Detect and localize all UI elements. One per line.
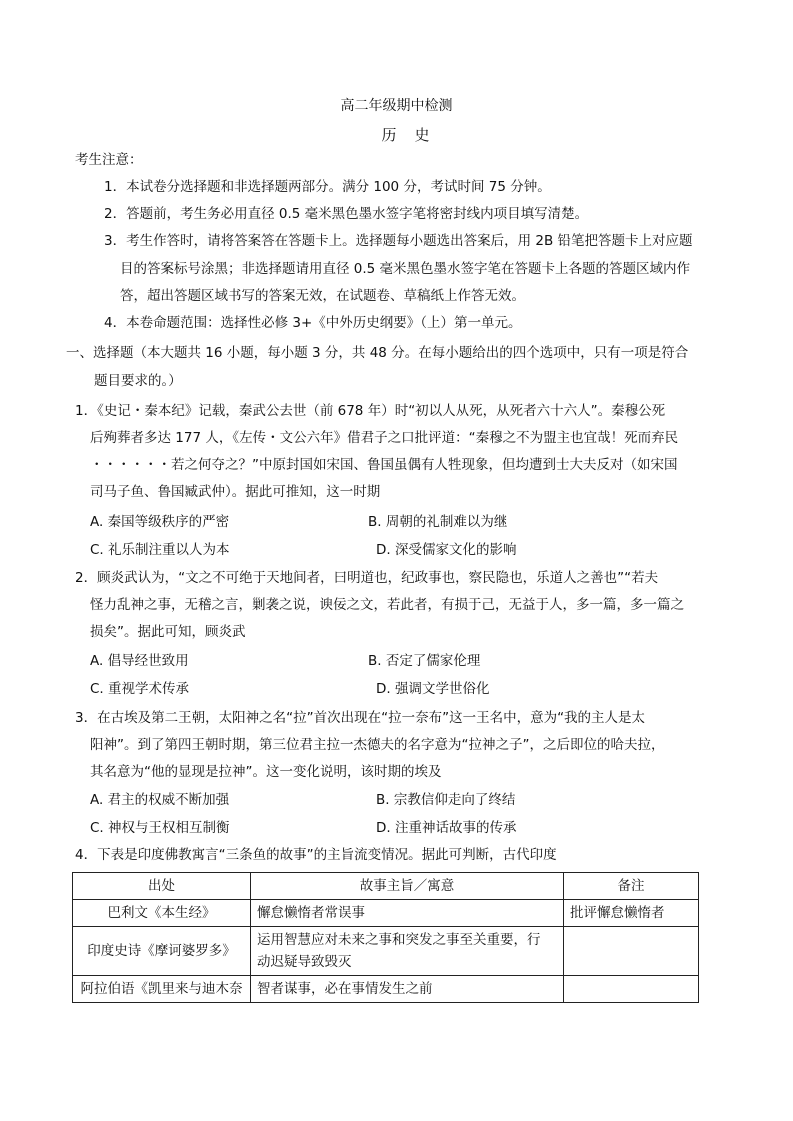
notice-item-1: 1．本试卷分选择题和非选择题两部分。满分 100 分，考试时间 75 分钟。: [104, 179, 551, 195]
table-header-source: 出处: [73, 873, 251, 900]
table-cell-source: 阿拉伯语《凯里来与迪木奈: [73, 976, 251, 1003]
q2-option-d[interactable]: D. 强调文学世俗化: [376, 681, 490, 697]
exam-subject: 历史: [381, 126, 448, 144]
q1-stem-line: 司马子鱼、鲁国臧武仲）。据此可推知，这一时期: [90, 484, 381, 500]
table-header-note: 备注: [564, 873, 699, 900]
table-cell-note: [564, 927, 699, 976]
table-header-row: [73, 873, 699, 900]
q2-stem-line: 怪力乱神之事，无稽之言，剿袭之说，谀佞之文，若此者，有损于己，无益于人，多一篇，多一篇之: [90, 597, 684, 613]
q1-option-b[interactable]: B. 周朝的礼制难以为继: [368, 514, 508, 530]
table-cell-note: [564, 976, 699, 1003]
exam-title: 高二年级期中检测: [340, 98, 453, 114]
q3-stem-line: 其名意为“他的显现是拉神”。这一变化说明，该时期的埃及: [90, 764, 442, 780]
table-cell-theme: 智者谋事，必在事情发生之前: [251, 976, 564, 1003]
table-row: [73, 900, 699, 927]
table-cell-source: 巴利文《本生经》: [73, 900, 251, 927]
table-row: [73, 976, 699, 1003]
table-cell-theme-line: 动迟疑导致毁灭: [257, 954, 352, 970]
q3-stem-line: 阳神”。到了第四王朝时期，第三位君主拉一杰德夫的名字意为“拉神之子”，之后即位的哈夫拉，: [90, 737, 665, 753]
q2-option-c[interactable]: C. 重视学术传承: [90, 681, 190, 697]
q2-option-a[interactable]: A. 倡导经世致用: [90, 653, 189, 669]
q3-stem-line: 3．在古埃及第二王朝，太阳神之名“拉”首次出现在“拉一奈布”这一王名中，意为“我的主人是太: [75, 710, 646, 726]
table-header-theme: 故事主旨／寓意: [251, 873, 564, 900]
table-cell-note: 批评懈怠懒惰者: [564, 900, 699, 927]
table-row: [73, 927, 699, 976]
q2-stem-line: 损矣”。据此可知，顾炎武: [90, 624, 246, 640]
q1-stem-line: 后殉葬者多达 177 人，《左传・文公六年》借君子之口批评道：“秦穆之不为盟主也宜哉！死而弃民: [90, 430, 679, 446]
q1-option-d[interactable]: D. 深受儒家文化的影响: [376, 542, 517, 558]
section-heading-cont: 题目要求的。）: [94, 373, 182, 389]
notice-heading: 考生注意：: [75, 152, 143, 168]
q3-option-a[interactable]: A. 君主的权威不断加强: [90, 792, 230, 808]
q1-option-c[interactable]: C. 礼乐制注重以人为本: [90, 542, 230, 558]
table-cell-theme: [251, 927, 564, 976]
table-cell-theme-line: 运用智慧应对未来之事和突发之事至关重要，行: [257, 932, 541, 948]
q1-option-a[interactable]: A. 秦国等级秩序的严密: [90, 514, 230, 530]
notice-item-4: 4．本卷命题范围：选择性必修 3+《中外历史纲要》（上）第一单元。: [104, 315, 522, 331]
section-heading: 一、选择题（本大题共 16 小题，每小题 3 分，共 48 分。在每小题给出的四个选项中，只有一项是符合: [66, 345, 689, 361]
q3-option-c[interactable]: C. 神权与王权相互制衡: [90, 820, 230, 836]
notice-item-3-cont2: 答，超出答题区域书写的答案无效，在试题卷、草稿纸上作答无效。: [120, 288, 525, 304]
q3-option-d[interactable]: D. 注重神话故事的传承: [376, 820, 517, 836]
notice-item-3-cont1: 目的答案标号涂黑；非选择题请用直径 0.5 毫米黑色墨水签字笔在答题卡上各题的答题区域内作: [120, 261, 691, 277]
q4-table: [72, 872, 699, 1003]
q3-option-b[interactable]: B. 宗教信仰走向了终结: [376, 792, 516, 808]
q1-stem-line: 1．《史记・秦本纪》记载，秦武公去世（前 678 年）时“初以人从死，从死者六十六人”。秦穆公死: [75, 403, 666, 419]
q4-stem: 4．下表是印度佛教寓言“三条鱼的故事”的主旨流变情况。据此可判断，古代印度: [75, 847, 557, 863]
notice-item-2: 2．答题前，考生务必用直径 0.5 毫米黑色墨水签字笔将密封线内项目填写清楚。: [104, 206, 589, 222]
q2-stem-line: 2．顾炎武认为，“文之不可绝于天地间者，曰明道也，纪政事也，察民隐也，乐道人之善也”“若夫: [75, 570, 659, 586]
q2-option-b[interactable]: B. 否定了儒家伦理: [368, 653, 481, 669]
notice-item-3: 3．考生作答时，请将答案答在答题卡上。选择题每小题选出答案后，用 2B 铅笔把答题卡上对应题: [104, 233, 693, 249]
q1-stem-line: ・・・・・・若之何夺之？”中原封国如宋国、鲁国虽偶有人牲现象，但均遭到士大夫反对（如宋国: [90, 457, 678, 473]
table-cell-theme: 懈怠懒惰者常误事: [251, 900, 564, 927]
table-cell-source: 印度史诗《摩诃婆罗多》: [73, 927, 251, 976]
